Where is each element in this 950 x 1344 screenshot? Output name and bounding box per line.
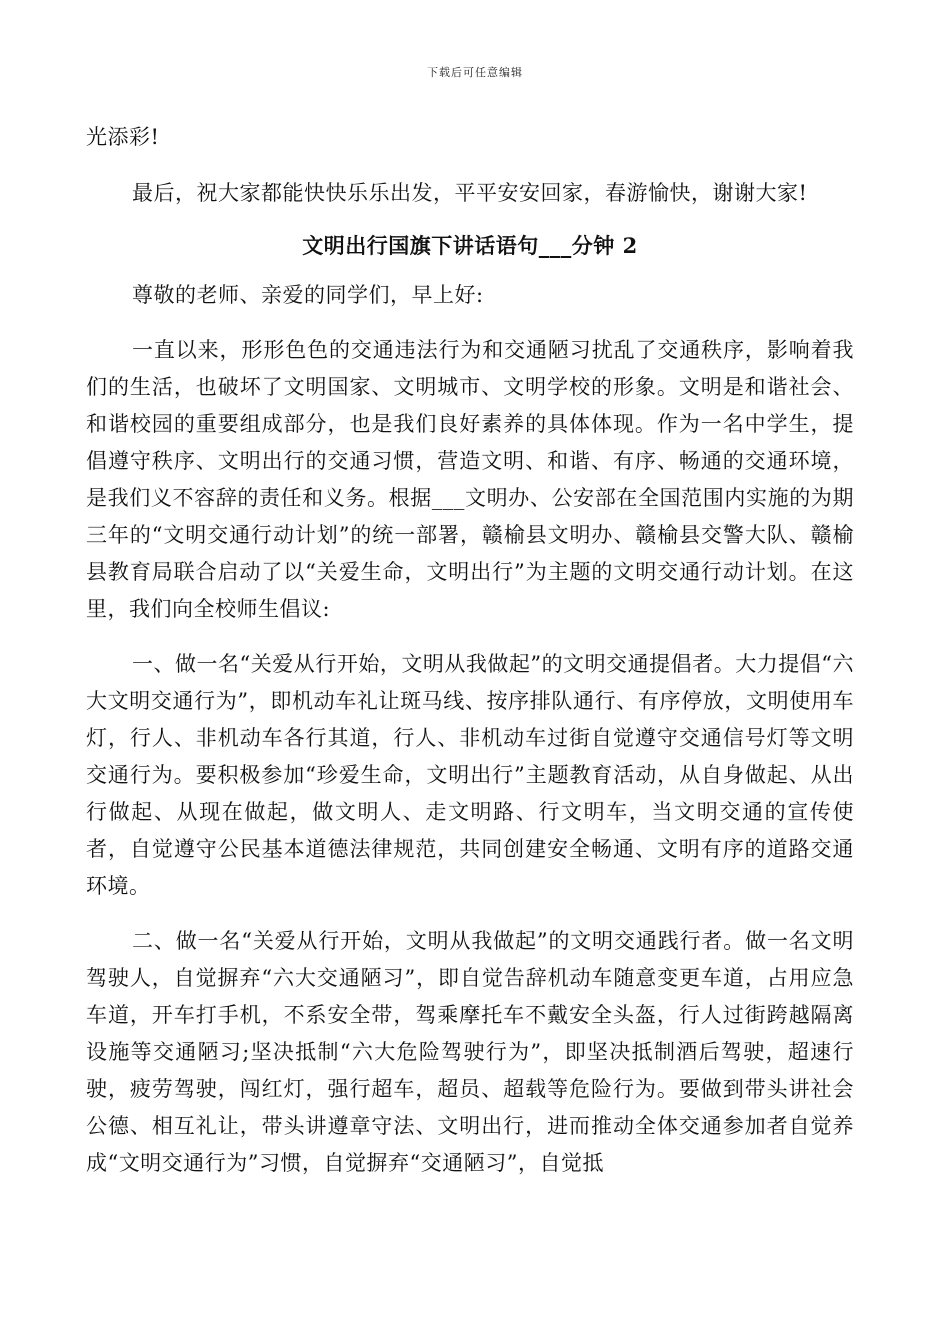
body-paragraph-intro: 一直以来，形形色色的交通违法行为和交通陋习扰乱了交通秩序，影响着我们的生活，也破坏了文明国家、文明城市、文明学校的形象。文明是和谐社会、和谐校园的重要组成部分，也是我们良好素养的具体体现。作为一名中学生，提倡遵守秩序、文明出行的交通习惯，营造文明、和谐、有序、畅通的交通环境，是我们义不容辞的责任和义务。根据___文明办、公安部在全国范围内实施的为期三年的“文明交通行动计划”的统一部署，赣榆县文明办、赣榆县交警大队、赣榆县教育局联合启动了以“关爱生命，文明出行”为主题的文明交通行动计划。在这里，我们向全校师生倡议: [86, 338, 854, 621]
page-header-note: 下载后可任意编辑 [427, 66, 523, 79]
document-body [86, 119, 854, 1182]
body-paragraph-advocate: 一、做一名“关爱从行开始，文明从我做起”的文明交通提倡者。大力提倡“六大文明交通行为”，即机动车礼让斑马线、按序排队通行、有序停放，文明使用车灯，行人、非机动车各行其道，行人、非机动车过街自觉遵守交通信号灯等文明交通行为。要积极参加“珍爱生命，文明出行”主题教育活动，从自身做起、从出行做起、从现在做起，做文明人、走文明路、行文明车，当文明交通的宣传使者，自觉遵守公民基本道德法律规范，共同创建安全畅通、文明有序的道路交通环境。 [86, 652, 854, 898]
greeting-paragraph: 尊敬的老师、亲爱的同学们，早上好: [132, 283, 484, 307]
continuation-text: 光添彩! [86, 125, 160, 149]
section-title: 文明出行国旗下讲话语句___分钟 2 [302, 233, 638, 258]
body-paragraph-practitioner: 二、做一名“关爱从行开始，文明从我做起”的文明交通践行者。做一名文明驾驶人，自觉摒弃“六大交通陋习”，即自觉告辞机动车随意变更车道，占用应急车道，开车打手机，不系安全带，驾乘摩托车不戴安全头盔，行人过街跨越隔离设施等交通陋习;坚决抵制“六大危险驾驶行为”，即坚决抵制酒后驾驶，超速行驶，疲劳驾驶，闯红灯，强行超车，超员、超载等危险行为。要做到带头讲社会公德、相互礼让，带头讲遵章守法、文明出行，进而推动全体交通参加者自觉养成“文明交通行为”习惯，自觉摒弃“交通陋习”，自觉抵 [86, 929, 854, 1175]
closing-paragraph: 最后，祝大家都能快快乐乐出发，平平安安回家，春游愉快，谢谢大家! [132, 181, 808, 205]
